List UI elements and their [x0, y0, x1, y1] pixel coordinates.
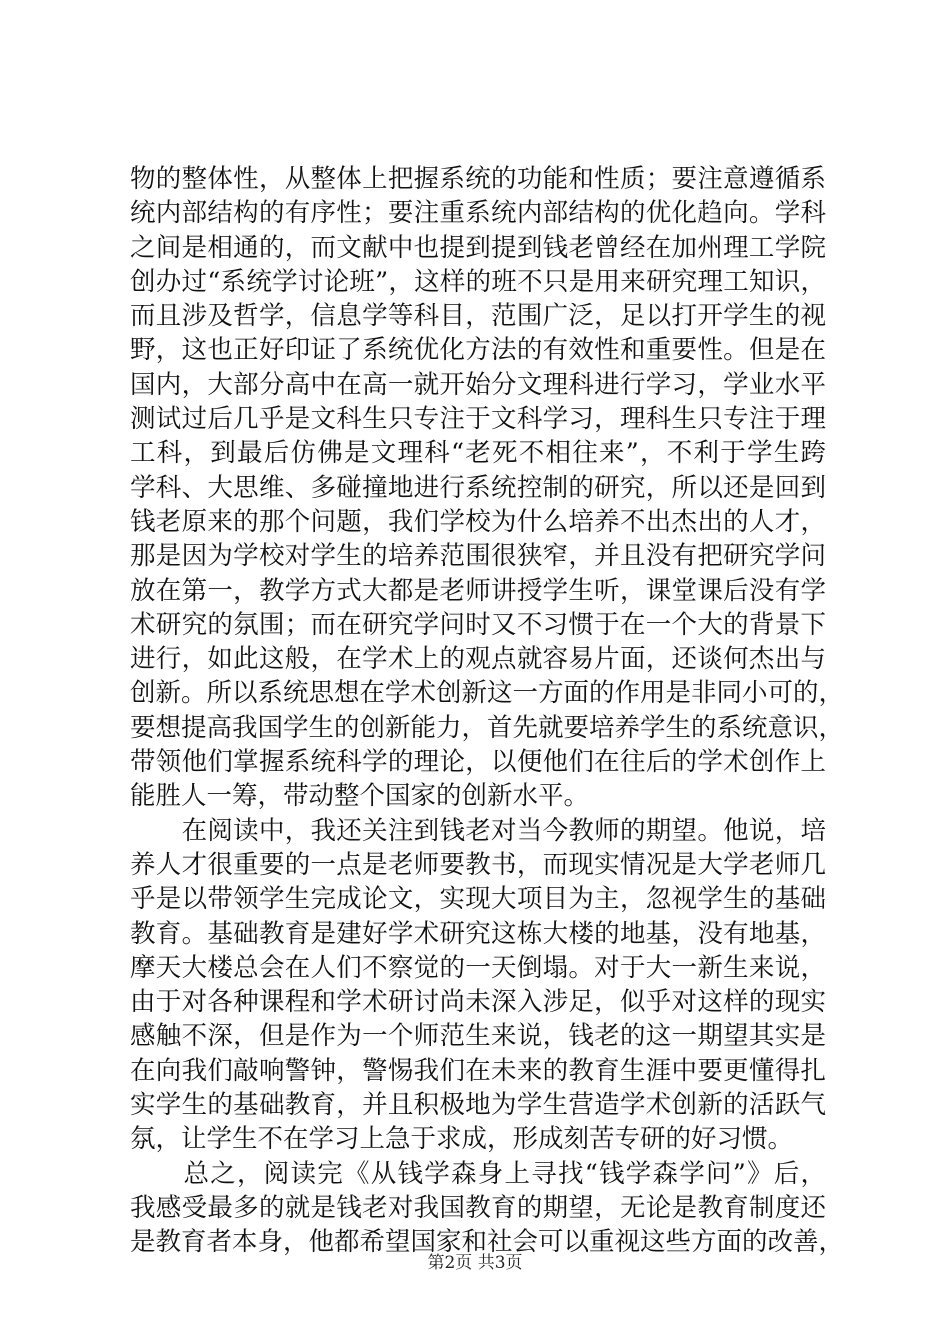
- text-line: 之间是相通的，而文献中也提到提到钱老曾经在加州理工学院: [130, 232, 826, 263]
- text-line: 统内部结构的有序性；要注重系统内部结构的优化趋向。学科: [130, 198, 826, 229]
- page-footer: 第2页 共3页: [427, 1253, 523, 1273]
- text-line: 摩天大楼总会在人们不察觉的一天倒塌。对于大一新生来说，: [130, 952, 826, 983]
- text-line: 测试过后几乎是文科生只专注于文科学习，理科生只专注于理: [130, 404, 826, 435]
- text-line: 带领他们掌握系统科学的理论，以便他们在往后的学术创作上: [130, 747, 826, 778]
- text-line: 钱老原来的那个问题，我们学校为什么培养不出杰出的人才，: [130, 506, 826, 537]
- text-line: 进行，如此这般，在学术上的观点就容易片面，还谈何杰出与: [130, 644, 826, 675]
- text-line: 是教育者本身，他都希望国家和社会可以重视这些方面的改善，: [130, 1227, 845, 1258]
- text-line: 放在第一，教学方式大都是老师讲授学生听，课堂课后没有学: [130, 575, 826, 606]
- text-line: 创办过“系统学讨论班”，这样的班不只是用来研究理工知识，: [130, 266, 826, 297]
- text-line: 教育。基础教育是建好学术研究这栋大楼的地基，没有地基，: [130, 918, 826, 949]
- text-line: 要想提高我国学生的创新能力，首先就要培养学生的系统意识，: [130, 712, 845, 743]
- text-line: 实学生的基础教育，并且积极地为学生营造学术创新的活跃气: [130, 1090, 826, 1121]
- text-line: 术研究的氛围；而在研究学问时又不习惯于在一个大的背景下: [130, 609, 826, 640]
- body-text: [130, 162, 845, 1260]
- text-line: 由于对各种课程和学术研讨尚未深入涉足，似乎对这样的现实: [130, 987, 826, 1018]
- text-line: 在阅读中，我还关注到钱老对当今教师的期望。他说，培: [130, 815, 826, 846]
- text-line: 氛，让学生不在学习上急于求成，形成刻苦专研的好习惯。: [130, 1124, 794, 1155]
- text-line: 能胜人一筹，带动整个国家的创新水平。: [130, 781, 590, 812]
- text-line: 总之，阅读完《从钱学森身上寻找“钱学森学问”》后，: [130, 1158, 826, 1189]
- text-line: 而且涉及哲学，信息学等科目，范围广泛，足以打开学生的视: [130, 301, 826, 332]
- text-line: 野，这也正好印证了系统优化方法的有效性和重要性。但是在: [130, 335, 826, 366]
- text-line: 创新。所以系统思想在学术创新这一方面的作用是非同小可的，: [130, 678, 845, 709]
- text-line: 感触不深，但是作为一个师范生来说，钱老的这一期望其实是: [130, 1021, 826, 1052]
- text-line: 在向我们敲响警钟，警惕我们在未来的教育生涯中要更懂得扎: [130, 1055, 826, 1086]
- text-line: 我感受最多的就是钱老对我国教育的期望，无论是教育制度还: [130, 1192, 826, 1223]
- text-line: 物的整体性，从整体上把握系统的功能和性质；要注意遵循系: [130, 164, 826, 194]
- text-line: 乎是以带领学生完成论文，实现大项目为主，忽视学生的基础: [130, 884, 826, 915]
- text-line: 养人才很重要的一点是老师要教书，而现实情况是大学老师几: [130, 849, 826, 880]
- text-line: 工科，到最后仿佛是文理科“老死不相往来”，不利于学生跨: [130, 438, 826, 469]
- text-line: 学科、大思维、多碰撞地进行系统控制的研究，所以还是回到: [130, 472, 826, 503]
- text-line: 国内，大部分高中在高一就开始分文理科进行学习，学业水平: [130, 369, 826, 400]
- text-line: 那是因为学校对学生的培养范围很狭窄，并且没有把研究学问: [130, 541, 826, 572]
